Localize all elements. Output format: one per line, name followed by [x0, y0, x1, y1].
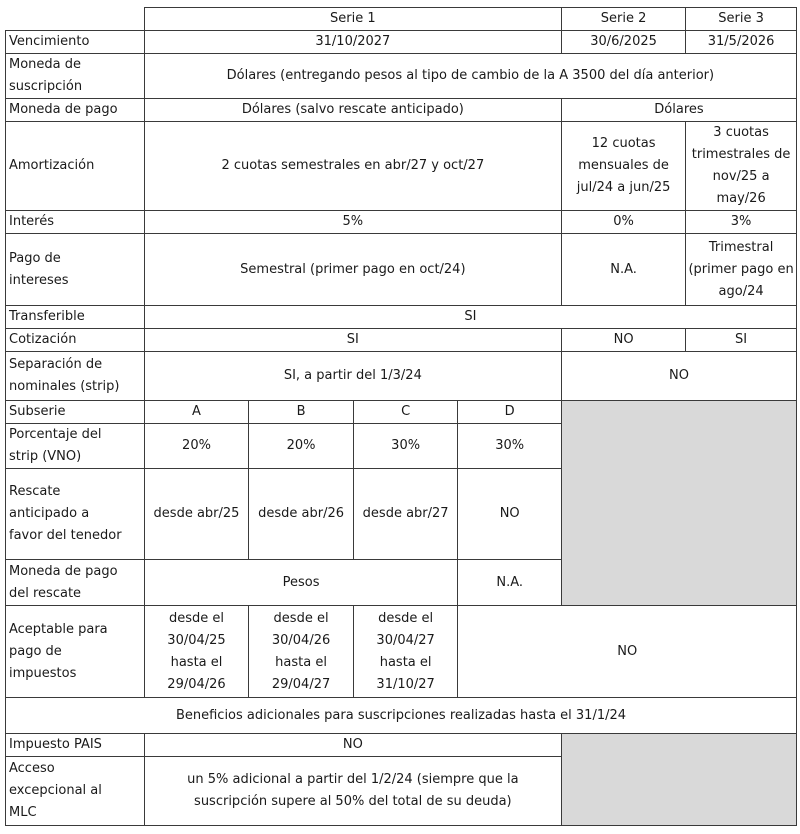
cotizacion-s1: SI	[144, 329, 561, 352]
row-impuesto-pais	[6, 734, 797, 757]
label-vencimiento: Vencimiento	[6, 31, 145, 54]
label-pago-intereses: Pago de intereses	[6, 234, 145, 306]
row-cotizacion	[6, 329, 797, 352]
porcentaje-b: 20%	[249, 424, 354, 469]
subserie-a: A	[144, 401, 249, 424]
row-interes	[6, 211, 797, 234]
porcentaje-a: 20%	[144, 424, 249, 469]
header-row	[6, 8, 797, 31]
label-rescate: Rescate anticipado a favor del tenedor	[6, 469, 145, 560]
moneda-rescate-d: N.A.	[458, 560, 562, 606]
label-aceptable: Aceptable para pago de impuestos	[6, 606, 145, 698]
acceso-mlc-value: un 5% adicional a partir del 1/2/24 (siempre que la suscripción supere al 50% del total de su deuda)	[144, 757, 561, 826]
vencimiento-s2: 30/6/2025	[561, 31, 685, 54]
cotizacion-s3: SI	[686, 329, 797, 352]
row-separacion	[6, 352, 797, 401]
subserie-b: B	[249, 401, 354, 424]
interes-s1: 5%	[144, 211, 561, 234]
row-subserie	[6, 401, 797, 424]
moneda-pago-s23: Dólares	[561, 99, 796, 122]
pago-intereses-s3: Trimestral (primer pago en ago/24	[686, 234, 797, 306]
header-serie-3: Serie 3	[686, 8, 797, 31]
subserie-d: D	[458, 401, 562, 424]
header-serie-1: Serie 1	[144, 8, 561, 31]
moneda-suscripcion-value: Dólares (entregando pesos al tipo de cambio de la A 3500 del día anterior)	[144, 54, 796, 99]
label-moneda-rescate: Moneda de pago del rescate	[6, 560, 145, 606]
pago-intereses-s1: Semestral (primer pago en oct/24)	[144, 234, 561, 306]
label-moneda-pago: Moneda de pago	[6, 99, 145, 122]
rescate-d: NO	[458, 469, 562, 560]
rescate-c: desde abr/27	[353, 469, 458, 560]
row-pago-intereses	[6, 234, 797, 306]
porcentaje-c: 30%	[353, 424, 458, 469]
label-acceso-mlc: Acceso excepcional al MLC	[6, 757, 145, 826]
label-amortizacion: Amortización	[6, 122, 145, 211]
label-separacion: Separación de nominales (strip)	[6, 352, 145, 401]
amortizacion-s1: 2 cuotas semestrales en abr/27 y oct/27	[144, 122, 561, 211]
interes-s3: 3%	[686, 211, 797, 234]
bond-series-table	[5, 7, 797, 826]
row-aceptable	[6, 606, 797, 698]
moneda-pago-s1: Dólares (salvo rescate anticipado)	[144, 99, 561, 122]
porcentaje-d: 30%	[458, 424, 562, 469]
beneficios-heading: Beneficios adicionales para suscripciones realizadas hasta el 31/1/24	[6, 698, 797, 734]
row-vencimiento	[6, 31, 797, 54]
row-amortizacion	[6, 122, 797, 211]
rescate-b: desde abr/26	[249, 469, 354, 560]
label-impuesto-pais: Impuesto PAIS	[6, 734, 145, 757]
aceptable-a: desde el 30/04/25 hasta el 29/04/26	[144, 606, 249, 698]
separacion-s23: NO	[561, 352, 796, 401]
gray-filler-subseries	[561, 401, 796, 606]
interes-s2: 0%	[561, 211, 685, 234]
aceptable-c: desde el 30/04/27 hasta el 31/10/27	[353, 606, 458, 698]
label-subserie: Subserie	[6, 401, 145, 424]
pago-intereses-s2: N.A.	[561, 234, 685, 306]
label-transferible: Transferible	[6, 306, 145, 329]
rescate-a: desde abr/25	[144, 469, 249, 560]
row-moneda-suscripcion	[6, 54, 797, 99]
transferible-value: SI	[144, 306, 796, 329]
label-moneda-suscripcion: Moneda de suscripción	[6, 54, 145, 99]
separacion-s1: SI, a partir del 1/3/24	[144, 352, 561, 401]
row-moneda-pago	[6, 99, 797, 122]
moneda-rescate-abc: Pesos	[144, 560, 458, 606]
cotizacion-s2: NO	[561, 329, 685, 352]
vencimiento-s1: 31/10/2027	[144, 31, 561, 54]
label-porcentaje: Porcentaje del strip (VNO)	[6, 424, 145, 469]
header-serie-2: Serie 2	[561, 8, 685, 31]
impuesto-pais-value: NO	[144, 734, 561, 757]
aceptable-rest: NO	[458, 606, 797, 698]
vencimiento-s3: 31/5/2026	[686, 31, 797, 54]
subserie-c: C	[353, 401, 458, 424]
amortizacion-s2: 12 cuotas mensuales de jul/24 a jun/25	[561, 122, 685, 211]
row-beneficios	[6, 698, 797, 734]
label-interes: Interés	[6, 211, 145, 234]
gray-filler-beneficios	[561, 734, 796, 826]
row-transferible	[6, 306, 797, 329]
aceptable-b: desde el 30/04/26 hasta el 29/04/27	[249, 606, 354, 698]
label-cotizacion: Cotización	[6, 329, 145, 352]
amortizacion-s3: 3 cuotas trimestrales de nov/25 a may/26	[686, 122, 797, 211]
header-corner	[6, 8, 145, 31]
